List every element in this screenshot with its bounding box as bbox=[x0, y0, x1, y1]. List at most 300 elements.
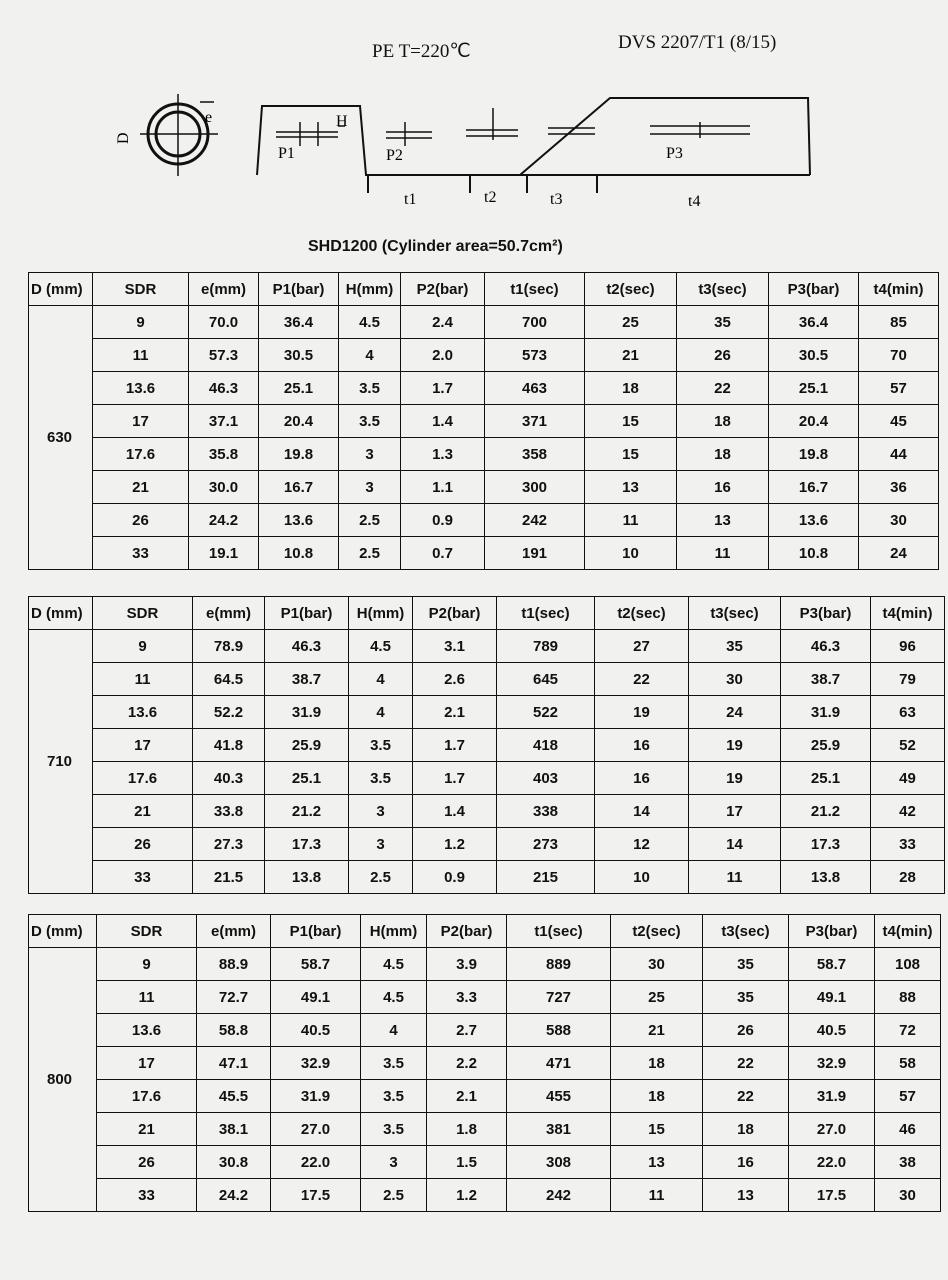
table-cell: 3.5 bbox=[339, 372, 401, 405]
diameter-cell: 630 bbox=[29, 306, 93, 570]
table-cell: 358 bbox=[485, 438, 585, 471]
table-cell: 35 bbox=[689, 630, 781, 663]
table-cell: 15 bbox=[611, 1113, 703, 1146]
table-row bbox=[29, 504, 939, 537]
table-cell: 17.5 bbox=[271, 1179, 361, 1212]
table-cell: 38.7 bbox=[265, 663, 349, 696]
table-cell: 21 bbox=[93, 471, 189, 504]
table-cell: 17.3 bbox=[781, 828, 871, 861]
table-cell: 1.7 bbox=[413, 729, 497, 762]
table-cell: 21 bbox=[97, 1113, 197, 1146]
h-label: H bbox=[336, 113, 348, 130]
table-cell: 338 bbox=[497, 795, 595, 828]
table-cell: 42 bbox=[871, 795, 945, 828]
standard-reference: DVS 2207/T1 (8/15) bbox=[618, 32, 777, 53]
table-cell: 25.1 bbox=[265, 762, 349, 795]
table-cell: 10 bbox=[585, 537, 677, 570]
table-cell: 88.9 bbox=[197, 948, 271, 981]
table-cell: 13 bbox=[585, 471, 677, 504]
table-cell: 79 bbox=[871, 663, 945, 696]
table-cell: 13 bbox=[677, 504, 769, 537]
table-cell: 30 bbox=[689, 663, 781, 696]
col-header: P2(bar) bbox=[427, 915, 507, 948]
table-row bbox=[29, 471, 939, 504]
table-cell: 2.7 bbox=[427, 1014, 507, 1047]
table-cell: 22 bbox=[595, 663, 689, 696]
table-cell: 1.7 bbox=[401, 372, 485, 405]
table-cell: 44 bbox=[859, 438, 939, 471]
table-cell: 32.9 bbox=[789, 1047, 875, 1080]
col-header: t3(sec) bbox=[703, 915, 789, 948]
table-cell: 191 bbox=[485, 537, 585, 570]
table-row bbox=[29, 663, 945, 696]
table-cell: 3.5 bbox=[361, 1113, 427, 1146]
table-cell: 4.5 bbox=[361, 981, 427, 1014]
col-header: H(mm) bbox=[361, 915, 427, 948]
table-cell: 33 bbox=[871, 828, 945, 861]
col-header: t3(sec) bbox=[689, 597, 781, 630]
table-cell: 36 bbox=[859, 471, 939, 504]
table-row bbox=[29, 1113, 941, 1146]
table-cell: 38.1 bbox=[197, 1113, 271, 1146]
table-cell: 11 bbox=[93, 663, 193, 696]
table-cell: 1.4 bbox=[413, 795, 497, 828]
table-cell: 19 bbox=[689, 729, 781, 762]
table-cell: 18 bbox=[677, 438, 769, 471]
table-row bbox=[29, 339, 939, 372]
table-cell: 30 bbox=[875, 1179, 941, 1212]
table-cell: 30 bbox=[859, 504, 939, 537]
table-cell: 16.7 bbox=[259, 471, 339, 504]
table-cell: 22 bbox=[703, 1080, 789, 1113]
col-header: t2(sec) bbox=[585, 273, 677, 306]
table-cell: 13.8 bbox=[781, 861, 871, 894]
col-header: H(mm) bbox=[339, 273, 401, 306]
table-cell: 242 bbox=[507, 1179, 611, 1212]
table-cell: 9 bbox=[93, 306, 189, 339]
table-cell: 1.1 bbox=[401, 471, 485, 504]
table-cell: 455 bbox=[507, 1080, 611, 1113]
table-row bbox=[29, 762, 945, 795]
table-cell: 58.8 bbox=[197, 1014, 271, 1047]
table-cell: 1.7 bbox=[413, 762, 497, 795]
table-cell: 35 bbox=[703, 948, 789, 981]
table-cell: 38.7 bbox=[781, 663, 871, 696]
table-cell: 33 bbox=[93, 537, 189, 570]
table-cell: 16 bbox=[677, 471, 769, 504]
table-cell: 30.8 bbox=[197, 1146, 271, 1179]
table-cell: 588 bbox=[507, 1014, 611, 1047]
table-cell: 70 bbox=[859, 339, 939, 372]
table-cell: 3 bbox=[339, 471, 401, 504]
table-cell: 49.1 bbox=[271, 981, 361, 1014]
table-cell: 21.5 bbox=[193, 861, 265, 894]
table-cell: 4 bbox=[361, 1014, 427, 1047]
table-cell: 18 bbox=[703, 1113, 789, 1146]
table-row bbox=[29, 1179, 941, 1212]
table-cell: 13 bbox=[611, 1146, 703, 1179]
table-cell: 31.9 bbox=[265, 696, 349, 729]
table-cell: 21.2 bbox=[265, 795, 349, 828]
table-cell: 727 bbox=[507, 981, 611, 1014]
table-cell: 3.5 bbox=[349, 729, 413, 762]
pipe-section-icon bbox=[140, 94, 218, 176]
table-cell: 52 bbox=[871, 729, 945, 762]
col-header: e(mm) bbox=[193, 597, 265, 630]
table-row bbox=[29, 795, 945, 828]
col-header: e(mm) bbox=[189, 273, 259, 306]
p2-label: P2 bbox=[386, 147, 403, 164]
table-cell: 1.2 bbox=[427, 1179, 507, 1212]
table-cell: 17 bbox=[93, 405, 189, 438]
table-cell: 58 bbox=[875, 1047, 941, 1080]
table-cell: 3.9 bbox=[427, 948, 507, 981]
table-cell: 2.0 bbox=[401, 339, 485, 372]
table-cell: 21 bbox=[611, 1014, 703, 1047]
table-cell: 22 bbox=[703, 1047, 789, 1080]
table-row bbox=[29, 948, 941, 981]
table-row bbox=[29, 438, 939, 471]
table-cell: 31.9 bbox=[789, 1080, 875, 1113]
table-cell: 3 bbox=[349, 828, 413, 861]
table-cell: 25 bbox=[585, 306, 677, 339]
table-cell: 24 bbox=[689, 696, 781, 729]
table-cell: 9 bbox=[93, 630, 193, 663]
table-row bbox=[29, 729, 945, 762]
table-cell: 21 bbox=[93, 795, 193, 828]
table-cell: 645 bbox=[497, 663, 595, 696]
table-cell: 17.5 bbox=[789, 1179, 875, 1212]
table-cell: 1.8 bbox=[427, 1113, 507, 1146]
col-header: e(mm) bbox=[197, 915, 271, 948]
table-cell: 35 bbox=[703, 981, 789, 1014]
table-cell: 72 bbox=[875, 1014, 941, 1047]
table-cell: 78.9 bbox=[193, 630, 265, 663]
table-cell: 3.1 bbox=[413, 630, 497, 663]
col-header: SDR bbox=[93, 273, 189, 306]
table-cell: 37.1 bbox=[189, 405, 259, 438]
table-cell: 17.3 bbox=[265, 828, 349, 861]
table-cell: 85 bbox=[859, 306, 939, 339]
table-cell: 28 bbox=[871, 861, 945, 894]
table-cell: 4 bbox=[349, 696, 413, 729]
table-cell: 0.9 bbox=[413, 861, 497, 894]
table-cell: 96 bbox=[871, 630, 945, 663]
table-row bbox=[29, 1146, 941, 1179]
table-cell: 46.3 bbox=[781, 630, 871, 663]
table-cell: 16 bbox=[595, 729, 689, 762]
table-cell: 889 bbox=[507, 948, 611, 981]
table-cell: 27.0 bbox=[271, 1113, 361, 1146]
table-cell: 215 bbox=[497, 861, 595, 894]
table-cell: 11 bbox=[93, 339, 189, 372]
table-cell: 25.9 bbox=[781, 729, 871, 762]
table-row bbox=[29, 1047, 941, 1080]
table-cell: 17.6 bbox=[93, 438, 189, 471]
table-cell: 2.5 bbox=[339, 504, 401, 537]
table-cell: 58.7 bbox=[271, 948, 361, 981]
table-cell: 22 bbox=[677, 372, 769, 405]
table-cell: 273 bbox=[497, 828, 595, 861]
table-cell: 70.0 bbox=[189, 306, 259, 339]
table-cell: 16 bbox=[595, 762, 689, 795]
table-header-row bbox=[29, 597, 945, 630]
table-cell: 371 bbox=[485, 405, 585, 438]
table-row bbox=[29, 981, 941, 1014]
table-cell: 40.5 bbox=[271, 1014, 361, 1047]
table-row bbox=[29, 1080, 941, 1113]
t4-label: t4 bbox=[688, 193, 701, 210]
table-cell: 13.6 bbox=[93, 696, 193, 729]
table-row bbox=[29, 1014, 941, 1047]
table-cell: 40.5 bbox=[789, 1014, 875, 1047]
table-cell: 46.3 bbox=[265, 630, 349, 663]
table-cell: 45 bbox=[859, 405, 939, 438]
table-cell: 21 bbox=[585, 339, 677, 372]
table-cell: 108 bbox=[875, 948, 941, 981]
table-cell: 11 bbox=[677, 537, 769, 570]
table-cell: 30 bbox=[611, 948, 703, 981]
table-cell: 25 bbox=[611, 981, 703, 1014]
table-cell: 4.5 bbox=[349, 630, 413, 663]
table-cell: 30.0 bbox=[189, 471, 259, 504]
table-cell: 63 bbox=[871, 696, 945, 729]
table-cell: 25.9 bbox=[265, 729, 349, 762]
t1-label: t1 bbox=[404, 191, 417, 208]
table-cell: 58.7 bbox=[789, 948, 875, 981]
table-cell: 3 bbox=[339, 438, 401, 471]
table-row bbox=[29, 696, 945, 729]
table-cell: 19.8 bbox=[769, 438, 859, 471]
table-cell: 2.5 bbox=[361, 1179, 427, 1212]
table-cell: 27.0 bbox=[789, 1113, 875, 1146]
table-cell: 12 bbox=[595, 828, 689, 861]
table-cell: 17 bbox=[97, 1047, 197, 1080]
table-cell: 4 bbox=[339, 339, 401, 372]
table-row bbox=[29, 372, 939, 405]
col-header: P3(bar) bbox=[789, 915, 875, 948]
wall-thickness-label: e bbox=[205, 109, 213, 126]
table-cell: 4.5 bbox=[339, 306, 401, 339]
diameter-cell: 710 bbox=[29, 630, 93, 894]
table-cell: 2.6 bbox=[413, 663, 497, 696]
table-cell: 17.6 bbox=[93, 762, 193, 795]
spec-table-630 bbox=[28, 272, 939, 570]
p3-label: P3 bbox=[666, 145, 683, 162]
table-cell: 2.1 bbox=[413, 696, 497, 729]
table-cell: 33 bbox=[93, 861, 193, 894]
table-cell: 2.5 bbox=[339, 537, 401, 570]
diameter-cell: 800 bbox=[29, 948, 97, 1212]
table-cell: 24.2 bbox=[189, 504, 259, 537]
table-cell: 2.4 bbox=[401, 306, 485, 339]
table-header-row bbox=[29, 273, 939, 306]
table-cell: 46.3 bbox=[189, 372, 259, 405]
table-cell: 3.5 bbox=[361, 1080, 427, 1113]
table-cell: 22.0 bbox=[789, 1146, 875, 1179]
table-cell: 308 bbox=[507, 1146, 611, 1179]
table-cell: 3.5 bbox=[349, 762, 413, 795]
table-row bbox=[29, 861, 945, 894]
spec-table-710 bbox=[28, 596, 945, 894]
table-cell: 242 bbox=[485, 504, 585, 537]
col-header: D (mm) bbox=[29, 915, 97, 948]
table-cell: 4.5 bbox=[361, 948, 427, 981]
col-header: P1(bar) bbox=[265, 597, 349, 630]
table-cell: 27 bbox=[595, 630, 689, 663]
table-cell: 24.2 bbox=[197, 1179, 271, 1212]
table-cell: 17 bbox=[689, 795, 781, 828]
table-cell: 19 bbox=[689, 762, 781, 795]
table-cell: 3.3 bbox=[427, 981, 507, 1014]
table-cell: 9 bbox=[97, 948, 197, 981]
table-cell: 57 bbox=[875, 1080, 941, 1113]
table-cell: 0.9 bbox=[401, 504, 485, 537]
table-cell: 13.6 bbox=[259, 504, 339, 537]
table-cell: 45.5 bbox=[197, 1080, 271, 1113]
table-cell: 1.2 bbox=[413, 828, 497, 861]
col-header: P1(bar) bbox=[271, 915, 361, 948]
table-cell: 27.3 bbox=[193, 828, 265, 861]
table-cell: 381 bbox=[507, 1113, 611, 1146]
table-cell: 3 bbox=[349, 795, 413, 828]
table-cell: 49.1 bbox=[789, 981, 875, 1014]
table-cell: 1.4 bbox=[401, 405, 485, 438]
table-header-row bbox=[29, 915, 941, 948]
table-cell: 11 bbox=[611, 1179, 703, 1212]
table-cell: 11 bbox=[689, 861, 781, 894]
table-cell: 49 bbox=[871, 762, 945, 795]
table-cell: 11 bbox=[97, 981, 197, 1014]
table-row bbox=[29, 405, 939, 438]
table-cell: 2.1 bbox=[427, 1080, 507, 1113]
table-cell: 36.4 bbox=[769, 306, 859, 339]
table-row bbox=[29, 630, 945, 663]
col-header: t1(sec) bbox=[497, 597, 595, 630]
table-cell: 4 bbox=[349, 663, 413, 696]
table-cell: 46 bbox=[875, 1113, 941, 1146]
p1-label: P1 bbox=[278, 145, 295, 162]
table-cell: 24 bbox=[859, 537, 939, 570]
table-cell: 18 bbox=[677, 405, 769, 438]
table-cell: 18 bbox=[611, 1080, 703, 1113]
table-cell: 26 bbox=[677, 339, 769, 372]
table-cell: 2.5 bbox=[349, 861, 413, 894]
col-header: P1(bar) bbox=[259, 273, 339, 306]
table-cell: 20.4 bbox=[769, 405, 859, 438]
table-cell: 17.6 bbox=[97, 1080, 197, 1113]
table-cell: 13.6 bbox=[769, 504, 859, 537]
table-cell: 700 bbox=[485, 306, 585, 339]
table-row bbox=[29, 537, 939, 570]
table-cell: 18 bbox=[611, 1047, 703, 1080]
table-cell: 573 bbox=[485, 339, 585, 372]
table-cell: 22.0 bbox=[271, 1146, 361, 1179]
spec-table-800 bbox=[28, 914, 941, 1212]
table-cell: 14 bbox=[689, 828, 781, 861]
table-cell: 0.7 bbox=[401, 537, 485, 570]
table-cell: 26 bbox=[97, 1146, 197, 1179]
table-row bbox=[29, 306, 939, 339]
table-cell: 1.3 bbox=[401, 438, 485, 471]
table-cell: 10.8 bbox=[259, 537, 339, 570]
table-cell: 13.6 bbox=[97, 1014, 197, 1047]
col-header: D (mm) bbox=[29, 273, 93, 306]
table-cell: 18 bbox=[585, 372, 677, 405]
table-cell: 16 bbox=[703, 1146, 789, 1179]
col-header: t2(sec) bbox=[595, 597, 689, 630]
table-cell: 52.2 bbox=[193, 696, 265, 729]
table-cell: 72.7 bbox=[197, 981, 271, 1014]
table-cell: 41.8 bbox=[193, 729, 265, 762]
table-cell: 403 bbox=[497, 762, 595, 795]
col-header: H(mm) bbox=[349, 597, 413, 630]
table-cell: 17 bbox=[93, 729, 193, 762]
table-cell: 13.8 bbox=[265, 861, 349, 894]
table-cell: 14 bbox=[595, 795, 689, 828]
material-temperature: PE T=220℃ bbox=[372, 41, 471, 62]
table-cell: 33 bbox=[97, 1179, 197, 1212]
col-header: SDR bbox=[93, 597, 193, 630]
diameter-label: D bbox=[115, 132, 132, 144]
table-cell: 522 bbox=[497, 696, 595, 729]
table-cell: 88 bbox=[875, 981, 941, 1014]
table-cell: 19.1 bbox=[189, 537, 259, 570]
table-cell: 30.5 bbox=[769, 339, 859, 372]
table-cell: 25.1 bbox=[781, 762, 871, 795]
table-cell: 19.8 bbox=[259, 438, 339, 471]
table-row bbox=[29, 828, 945, 861]
table-cell: 35.8 bbox=[189, 438, 259, 471]
table-cell: 33.8 bbox=[193, 795, 265, 828]
t3-label: t3 bbox=[550, 191, 563, 208]
col-header: P3(bar) bbox=[781, 597, 871, 630]
col-header: t4(min) bbox=[859, 273, 939, 306]
table-cell: 32.9 bbox=[271, 1047, 361, 1080]
table-cell: 13.6 bbox=[93, 372, 189, 405]
table-cell: 25.1 bbox=[259, 372, 339, 405]
table-cell: 25.1 bbox=[769, 372, 859, 405]
table-cell: 15 bbox=[585, 438, 677, 471]
col-header: t1(sec) bbox=[485, 273, 585, 306]
table-cell: 789 bbox=[497, 630, 595, 663]
table-cell: 15 bbox=[585, 405, 677, 438]
col-header: SDR bbox=[97, 915, 197, 948]
table-cell: 26 bbox=[703, 1014, 789, 1047]
table-cell: 31.9 bbox=[271, 1080, 361, 1113]
table-cell: 418 bbox=[497, 729, 595, 762]
table-cell: 47.1 bbox=[197, 1047, 271, 1080]
table-cell: 21.2 bbox=[781, 795, 871, 828]
table-cell: 35 bbox=[677, 306, 769, 339]
table-cell: 11 bbox=[585, 504, 677, 537]
machine-cylinder-area: SHD1200 (Cylinder area=50.7cm²) bbox=[308, 238, 563, 255]
table-cell: 2.2 bbox=[427, 1047, 507, 1080]
table-cell: 471 bbox=[507, 1047, 611, 1080]
table-cell: 26 bbox=[93, 828, 193, 861]
table-cell: 57.3 bbox=[189, 339, 259, 372]
table-cell: 36.4 bbox=[259, 306, 339, 339]
table-cell: 16.7 bbox=[769, 471, 859, 504]
col-header: P2(bar) bbox=[413, 597, 497, 630]
table-cell: 26 bbox=[93, 504, 189, 537]
table-cell: 40.3 bbox=[193, 762, 265, 795]
table-cell: 3.5 bbox=[361, 1047, 427, 1080]
col-header: P2(bar) bbox=[401, 273, 485, 306]
table-cell: 57 bbox=[859, 372, 939, 405]
table-cell: 10 bbox=[595, 861, 689, 894]
col-header: t2(sec) bbox=[611, 915, 703, 948]
